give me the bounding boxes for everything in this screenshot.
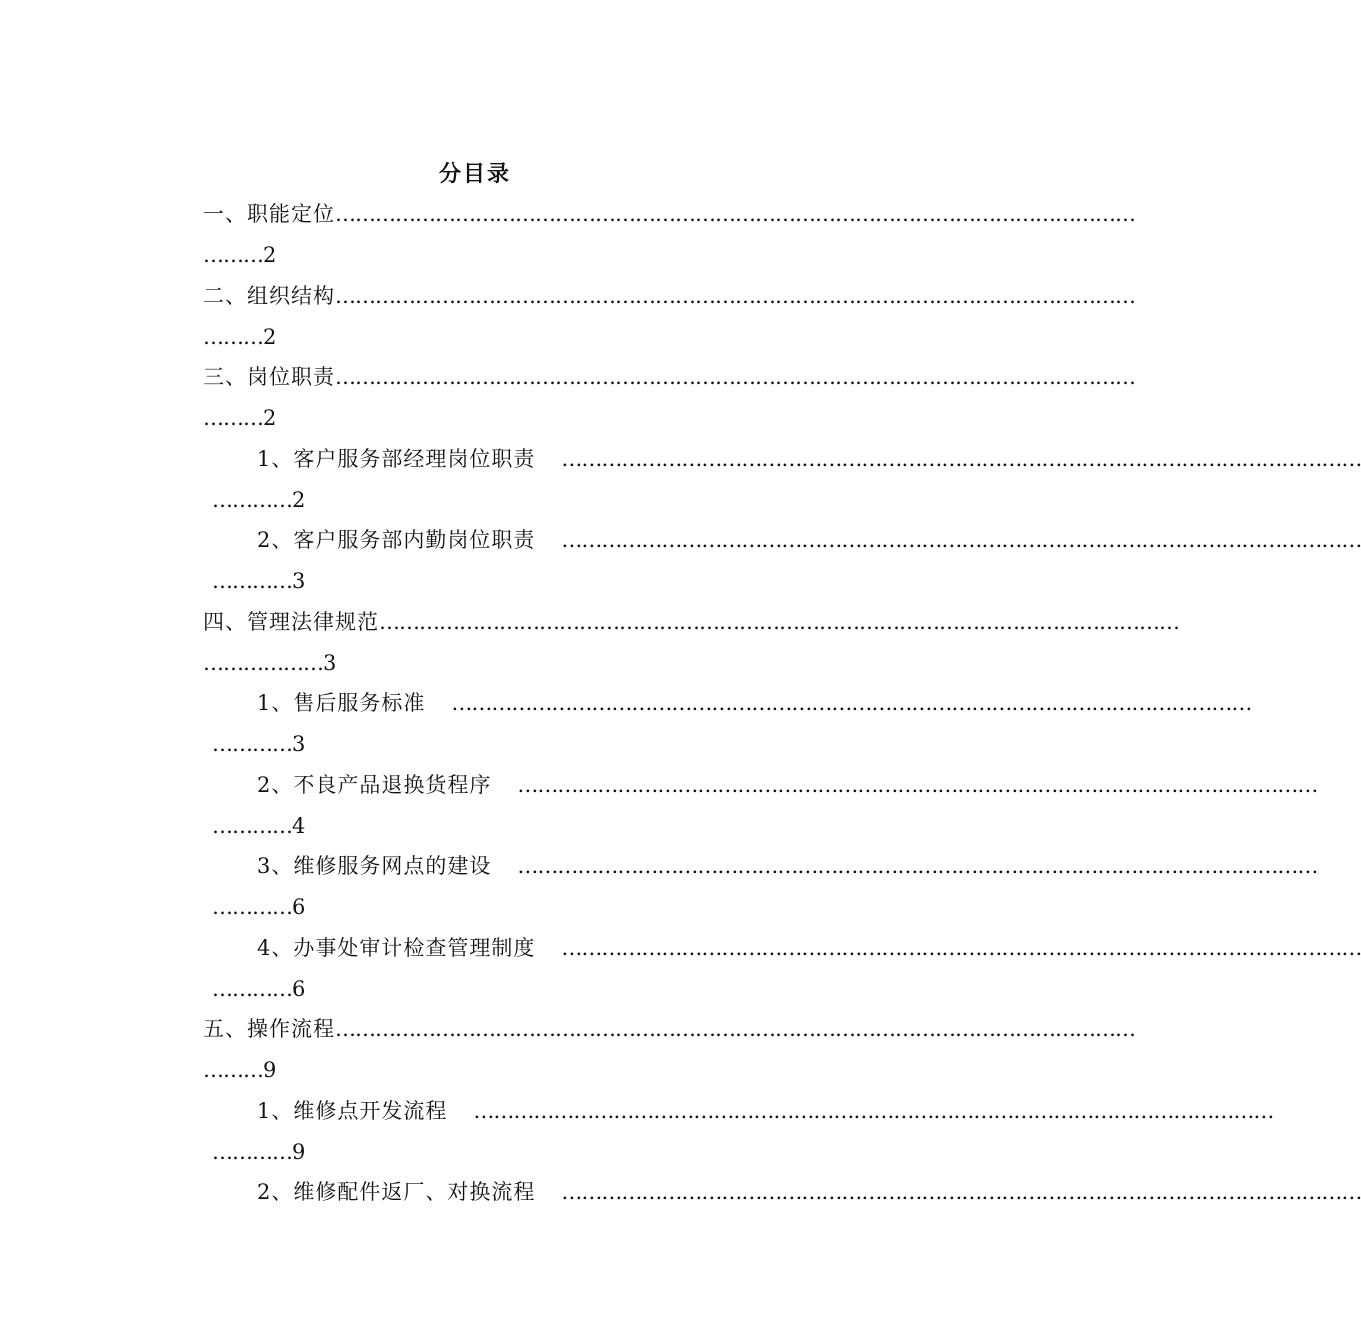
- toc-page-number: 9: [263, 1058, 277, 1082]
- toc-entry-label: 1、客户服务部经理岗位职责: [257, 446, 536, 471]
- toc-page-number: 2: [263, 243, 277, 267]
- toc-leader-dots: …………………………………………………………………………………………………………: [473, 1098, 1274, 1123]
- toc-entry[interactable]: [257, 522, 1361, 558]
- toc-page-number: 9: [292, 1139, 306, 1164]
- toc-entry[interactable]: [203, 604, 1179, 640]
- toc-title: 分目录: [438, 161, 511, 187]
- toc-leader-dots: …………: [212, 487, 292, 512]
- toc-leader-dots: …………………………………………………………………………………………………………: [561, 528, 1361, 552]
- toc-leader-dots: …………………………………………………………………………………………………………: [335, 365, 1135, 389]
- toc-leader-dots: …………: [212, 976, 292, 1001]
- toc-leader-dots: …………………………………………………………………………………………………………: [335, 202, 1135, 226]
- toc-entry-continuation[interactable]: [203, 237, 276, 273]
- toc-entry[interactable]: [257, 1093, 1274, 1129]
- toc-entry[interactable]: [203, 359, 1135, 395]
- toc-leader-dots: …………: [212, 569, 292, 593]
- toc-leader-dots: …………………………………………………………………………………………………………: [335, 1017, 1135, 1041]
- toc-entry-label: 五、操作流程: [203, 1017, 335, 1041]
- toc-entry-continuation[interactable]: [203, 319, 276, 355]
- toc-page-number: 3: [292, 569, 306, 593]
- toc-page-number: 6: [292, 976, 306, 1001]
- toc-entry-label: 2、不良产品退换货程序: [257, 772, 492, 797]
- toc-entry-label: 1、售后服务标准: [257, 691, 426, 715]
- toc-entry-continuation[interactable]: [212, 726, 305, 762]
- toc-entry-continuation[interactable]: [212, 889, 305, 925]
- toc-entry[interactable]: [257, 685, 1252, 721]
- toc-leader-dots: …………: [212, 1139, 292, 1164]
- toc-entry-label: 2、维修配件返厂、对换流程: [257, 1180, 536, 1204]
- toc-leader-dots: ………: [203, 406, 263, 430]
- toc-leader-dots: …………………………………………………………………………………………………………: [517, 854, 1318, 878]
- toc-leader-dots: …………………………………………………………………………………………………………: [451, 691, 1252, 715]
- toc-leader-dots: …………………………………………………………………………………………………………: [379, 609, 1179, 634]
- toc-leader-dots: …………: [212, 813, 292, 838]
- toc-entry-label: 3、维修服务网点的建设: [257, 854, 492, 878]
- toc-entry-continuation[interactable]: [203, 400, 276, 436]
- toc-leader-dots: …………………………………………………………………………………………………………: [561, 1180, 1361, 1204]
- toc-entry-continuation[interactable]: [212, 563, 305, 599]
- toc-page-number: 2: [263, 406, 277, 430]
- toc-entry-label: 三、岗位职责: [203, 365, 335, 389]
- toc-entry[interactable]: [257, 848, 1318, 884]
- toc-entry[interactable]: [203, 278, 1135, 314]
- toc-page-number: 6: [292, 895, 306, 919]
- toc-entry-continuation[interactable]: [212, 808, 305, 844]
- toc-entry-label: 2、客户服务部内勤岗位职责: [257, 528, 536, 552]
- toc-page-number: 3: [292, 732, 306, 756]
- toc-entry-continuation[interactable]: [203, 645, 336, 681]
- toc-page-number: 2: [292, 487, 306, 512]
- toc-entry-label: 一、职能定位: [203, 202, 335, 226]
- toc-entry[interactable]: [257, 1174, 1361, 1210]
- toc-leader-dots: ………………: [203, 650, 323, 675]
- toc-page-number: 2: [263, 324, 277, 349]
- toc-entry[interactable]: [257, 441, 1361, 477]
- toc-leader-dots: …………………………………………………………………………………………………………: [517, 772, 1318, 797]
- toc-leader-dots: ………: [203, 324, 263, 349]
- toc-entry[interactable]: [257, 767, 1318, 803]
- toc-page-number: 4: [292, 813, 306, 838]
- toc-entry-label: 4、办事处审计检查管理制度: [257, 935, 536, 960]
- toc-leader-dots: ………: [203, 1058, 263, 1082]
- toc-entry[interactable]: [203, 196, 1135, 232]
- toc-entry[interactable]: [257, 930, 1361, 966]
- toc-entry-continuation[interactable]: [212, 1134, 305, 1170]
- toc-entry-label: 二、组织结构: [203, 283, 335, 308]
- toc-leader-dots: …………………………………………………………………………………………………………: [561, 446, 1361, 471]
- toc-entry-label: 1、维修点开发流程: [257, 1098, 448, 1123]
- toc-page-number: 3: [323, 650, 337, 675]
- toc-entry[interactable]: [203, 1011, 1135, 1047]
- toc-leader-dots: …………: [212, 732, 292, 756]
- toc-entry-label: 四、管理法律规范: [203, 609, 379, 634]
- toc-entry-continuation[interactable]: [212, 482, 305, 518]
- toc-leader-dots: …………: [212, 895, 292, 919]
- toc-entry-continuation[interactable]: [203, 1052, 276, 1088]
- toc-leader-dots: ………: [203, 243, 263, 267]
- toc-entry-continuation[interactable]: [212, 971, 305, 1007]
- toc-leader-dots: …………………………………………………………………………………………………………: [561, 935, 1361, 960]
- toc-leader-dots: …………………………………………………………………………………………………………: [335, 283, 1135, 308]
